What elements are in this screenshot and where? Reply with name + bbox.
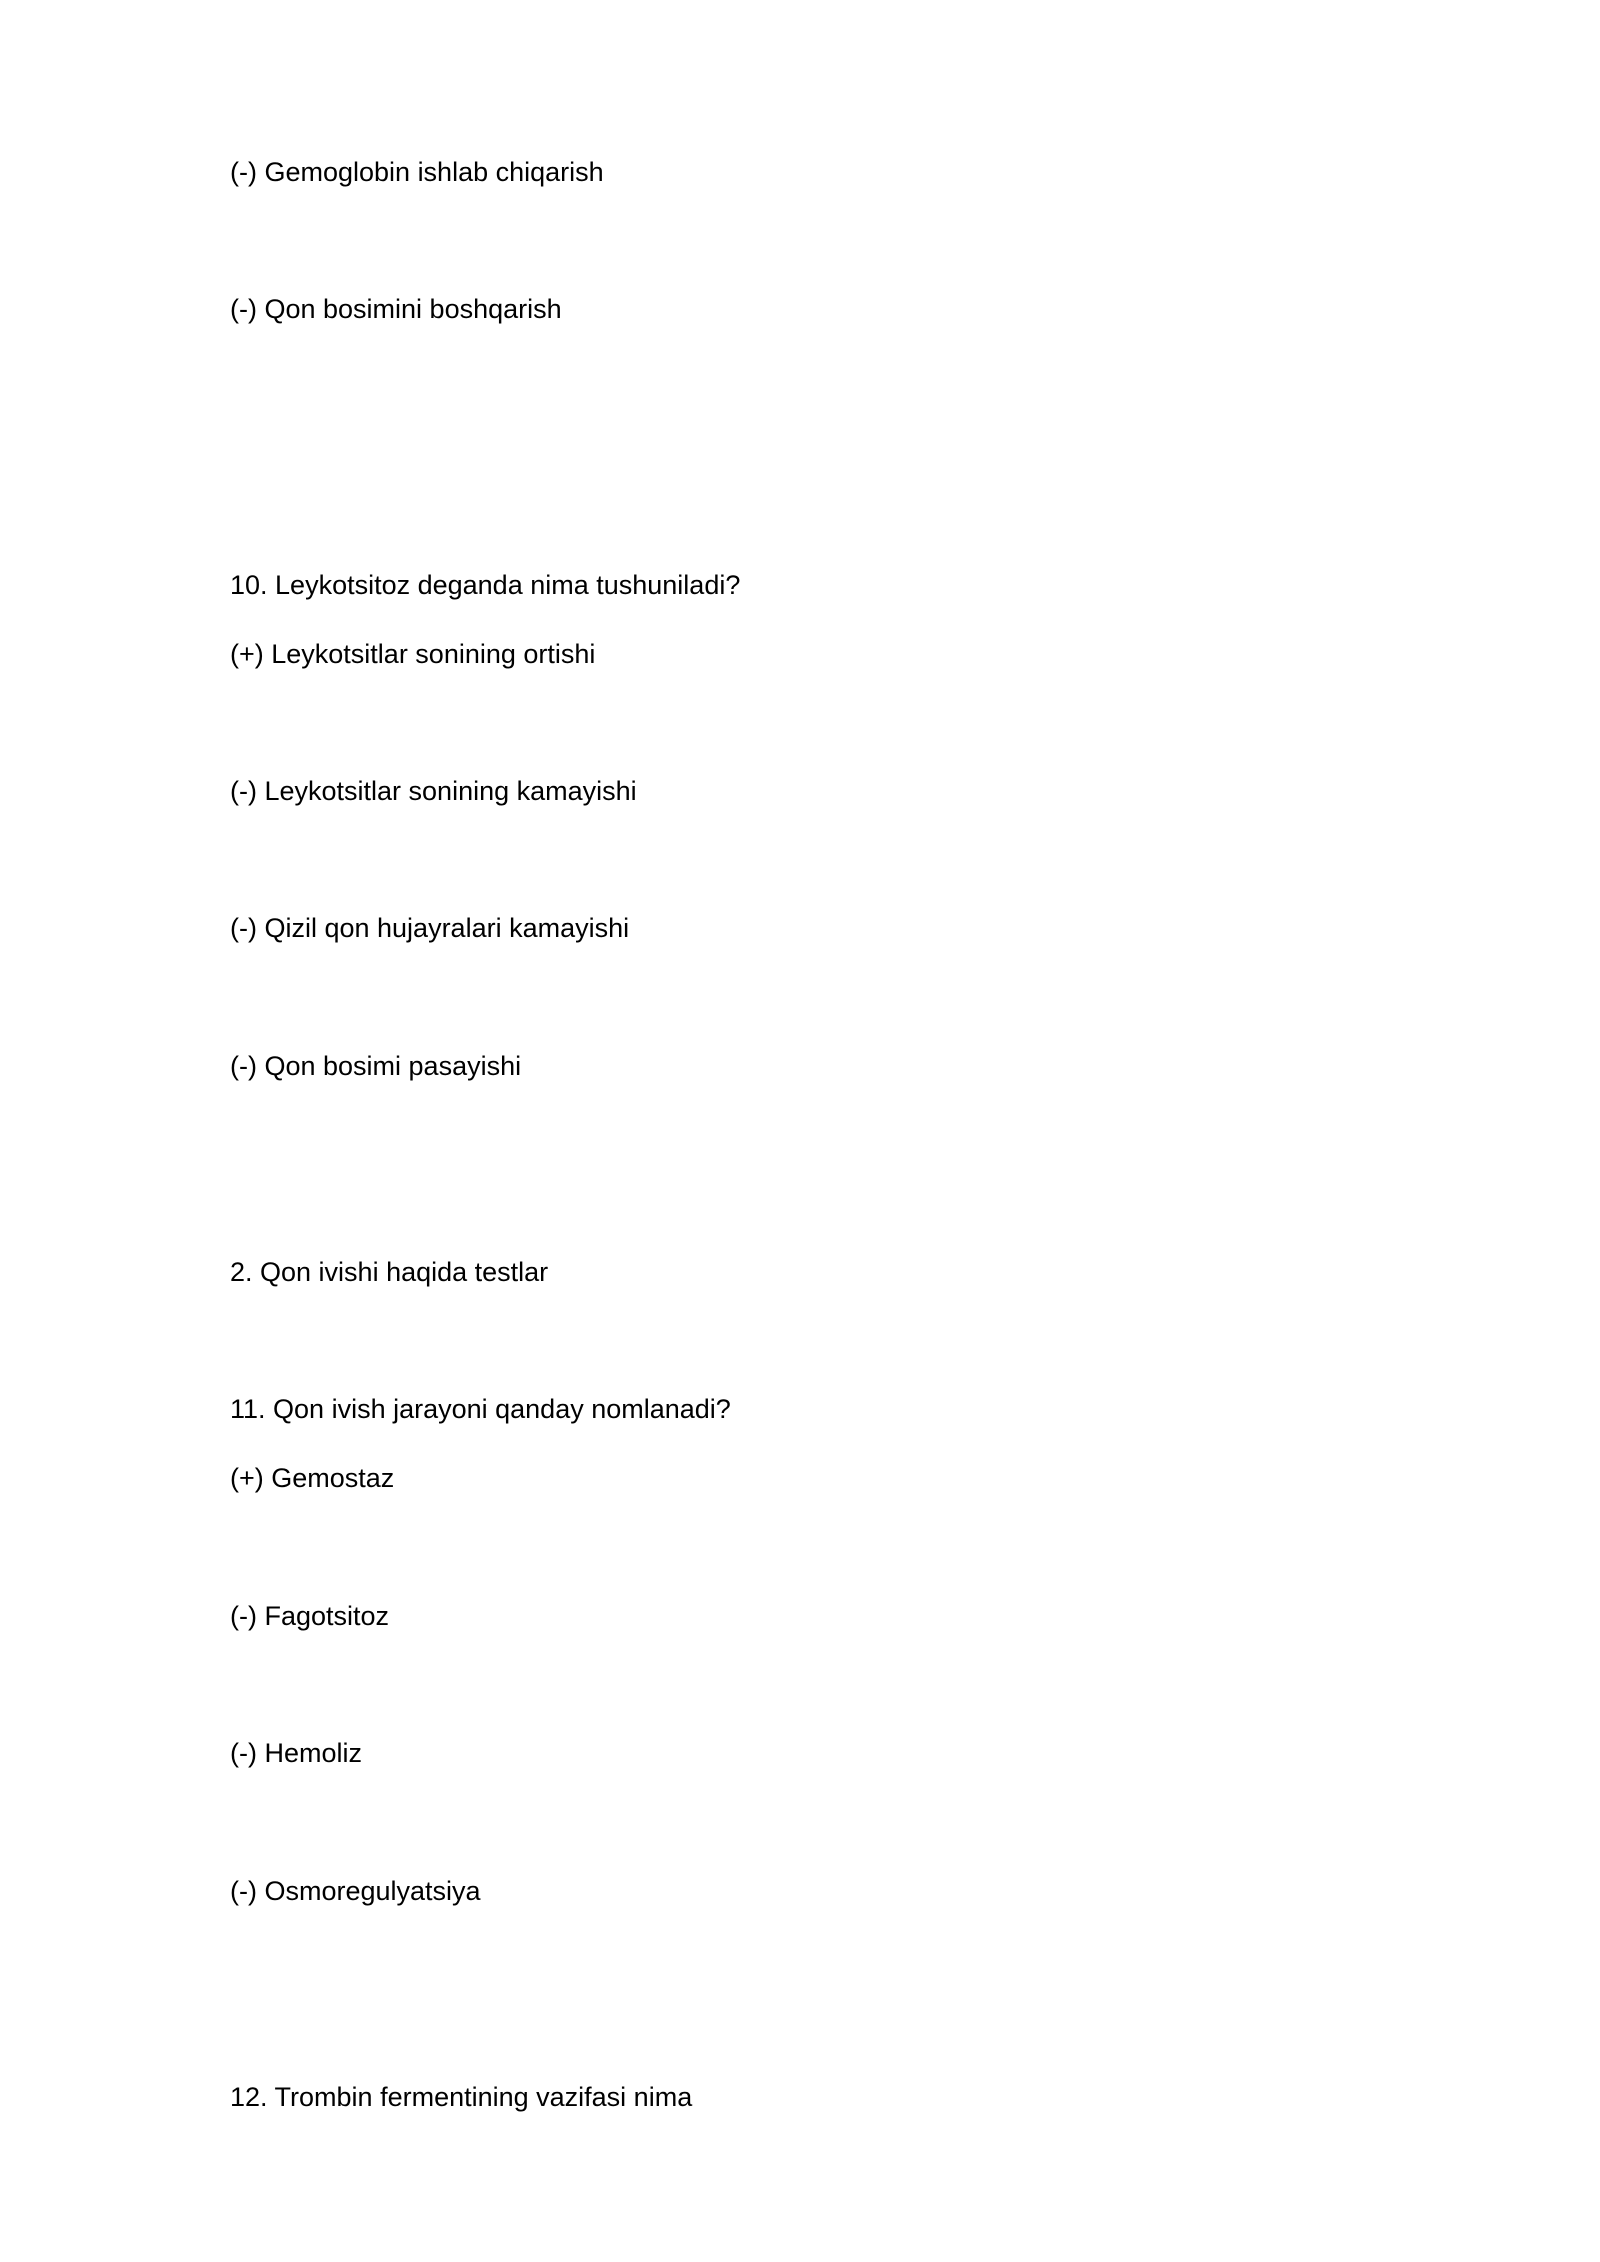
section-heading: 2. Qon ivishi haqida testlar [230,1257,549,1287]
question-11: 11. Qon ivish jarayoni qanday nomlanadi? [230,1394,731,1424]
question-12: 12. Trombin fermentining vazifasi nima [230,2082,693,2112]
answer-option: (-) Gemoglobin ishlab chiqarish [230,157,604,187]
answer-option: (-) Hemoliz [230,1738,362,1768]
answer-option: (-) Leykotsitlar sonining kamayishi [230,776,637,806]
answer-option: (-) Fagotsitoz [230,1601,390,1631]
question-10: 10. Leykotsitoz deganda nima tushuniladi? [230,570,741,600]
answer-option: (-) Osmoregulyatsiya [230,1876,481,1906]
answer-option: (-) Qizil qon hujayralari kamayishi [230,913,630,943]
answer-option: (-) Qon bosimini boshqarish [230,294,562,324]
answer-option: (-) Qon bosimi pasayishi [230,1051,522,1081]
answer-option-correct: (+) Gemostaz [230,1463,395,1493]
answer-option-correct: (+) Leykotsitlar sonining ortishi [230,639,596,669]
